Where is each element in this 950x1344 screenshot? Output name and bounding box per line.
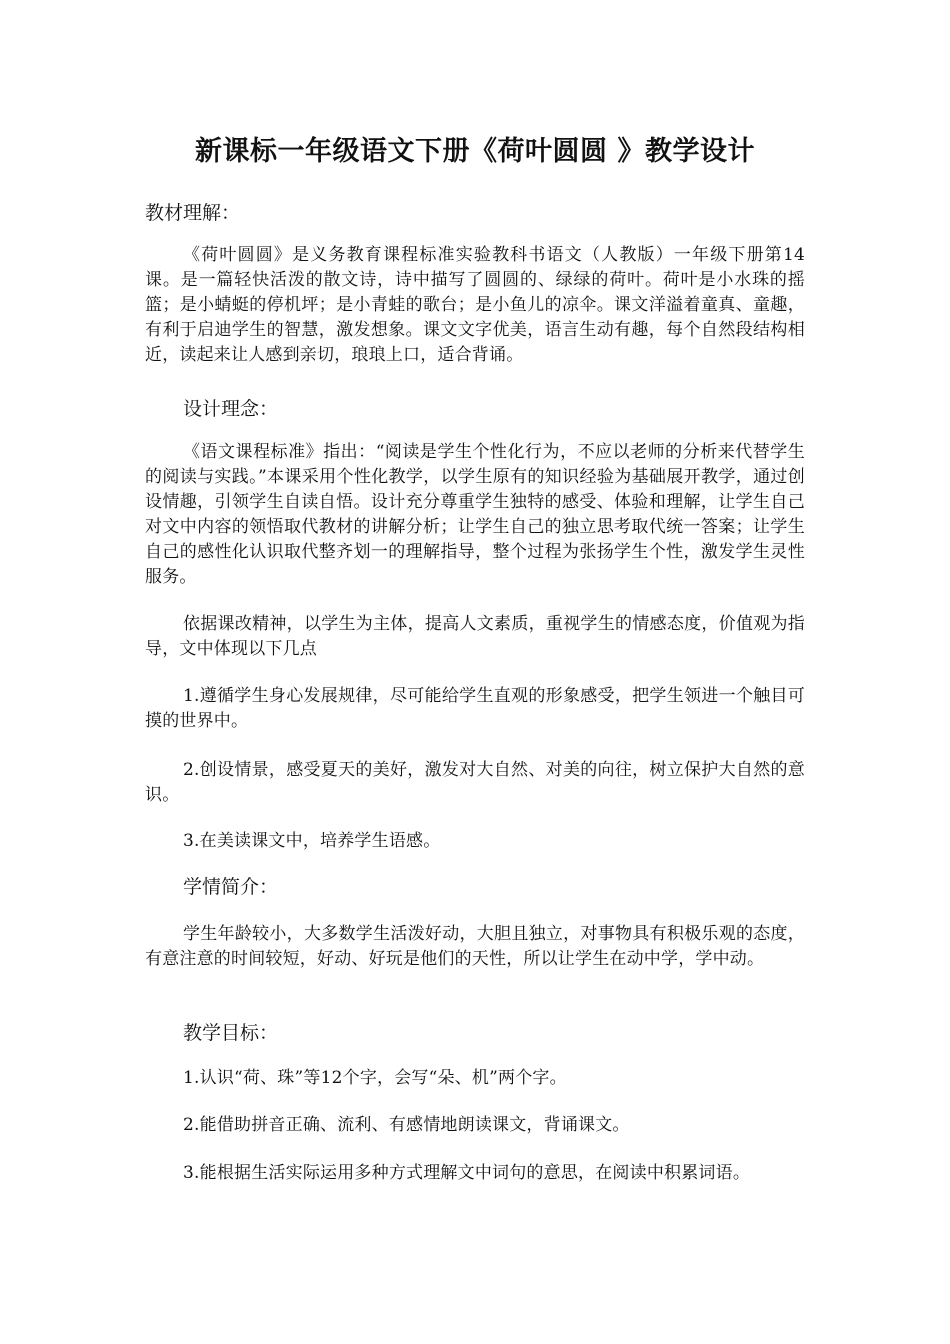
design-point-3: 3.在美读课文中，培养学生语感。	[183, 831, 441, 851]
heading-goals: 教学目标：	[183, 1022, 279, 1044]
heading-material: 教材理解：	[145, 202, 241, 224]
heading-design: 设计理念：	[183, 398, 279, 420]
document-title: 新课标一年级语文下册《荷叶圆圆 》教学设计	[195, 136, 755, 167]
paragraph-design-standard: 《语文课程标准》指出：“阅读是学生个性化行为，不应以老师的分析来代替学生的阅读与实践。”本课采用个性化教学，以学生原有的知识经验为基础展开教学，通过创设情趣，引领学生自读自悟。设计充分尊重学生独特的感受、体验和理解，让学生自己对文中内容的领悟取代教材的讲解分析；让学生自己的独立思考取代统一答案；让学生自己的感性化认识取代整齐划一的理解指导，整个过程为张扬学生个性，激发学生灵性服务。	[145, 442, 805, 587]
goal-2: 2.能借助拼音正确、流利、有感情地朗读课文，背诵课文。	[183, 1115, 630, 1135]
paragraph-students: 学生年龄较小，大多数学生活泼好动，大胆且独立，对事物具有积极乐观的态度，有意注意的时间较短，好动、好玩是他们的天性，所以让学生在动中学，学中动。	[145, 924, 805, 969]
goal-1: 1.认识“荷、珠”等12个字，会写“朵、机”两个字。	[183, 1068, 567, 1088]
paragraph-design-principles: 依据课改精神，以学生为主体，提高人文素质，重视学生的情感态度，价值观为指导，文中体现以下几点	[145, 614, 805, 659]
paragraph-material: 《荷叶圆圆》是义务教育课程标准实验教科书语文（人教版）一年级下册第14课。是一篇轻快活泼的散文诗，诗中描写了圆圆的、绿绿的荷叶。荷叶是小水珠的摇篮；是小蜻蜓的停机坪；是小青蛙的歌台；是小鱼儿的凉伞。课文洋溢着童真、童趣，有利于启迪学生的智慧，激发想象。课文文字优美，语言生动有趣，每个自然段结构相近，读起来让人感到亲切，琅琅上口，适合背诵。	[145, 245, 805, 365]
design-point-1: 1.遵循学生身心发展规律，尽可能给学生直观的形象感受，把学生领进一个触目可摸的世界中。	[145, 686, 805, 731]
goal-3: 3.能根据生活实际运用多种方式理解文中词句的意思，在阅读中积累词语。	[183, 1163, 751, 1183]
design-point-2: 2.创设情景，感受夏天的美好，激发对大自然、对美的向往，树立保护大自然的意识。	[145, 760, 805, 805]
heading-students: 学情简介：	[183, 876, 279, 898]
